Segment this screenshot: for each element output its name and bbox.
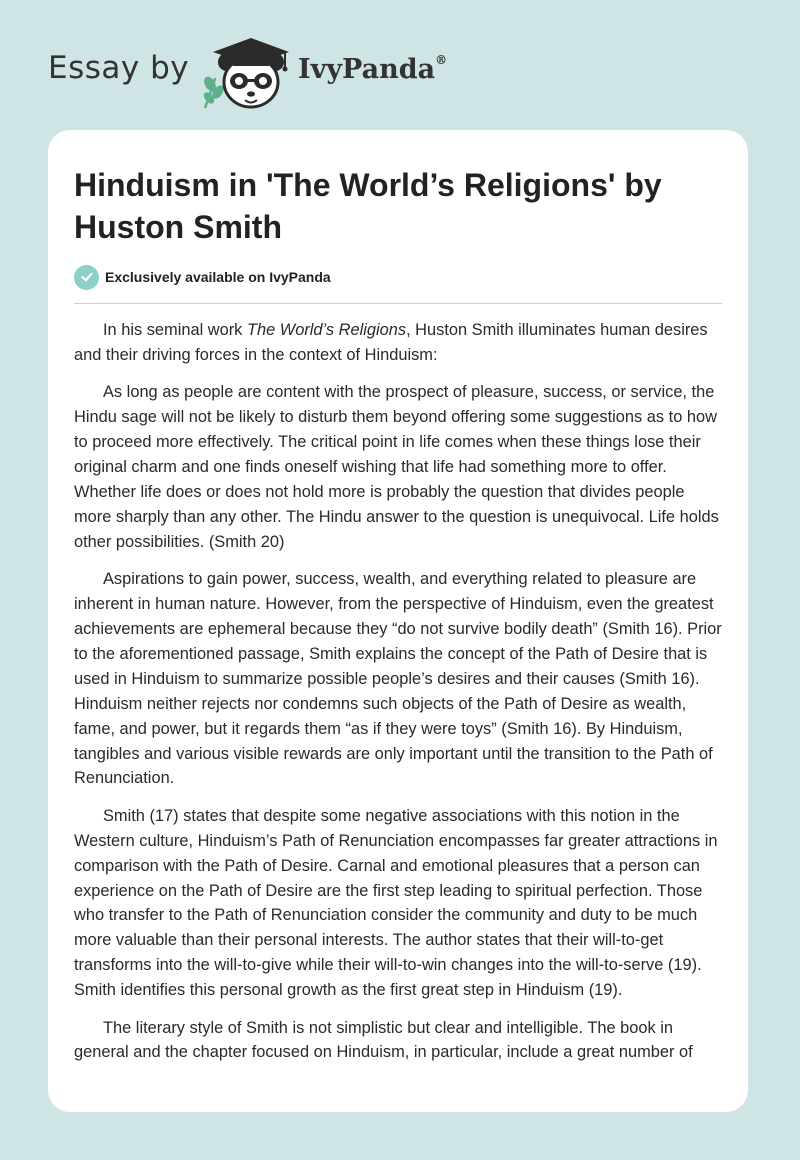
trademark-symbol: ® xyxy=(435,53,448,67)
paragraph xyxy=(74,318,726,368)
paragraph-text: In his seminal work xyxy=(103,321,247,339)
paragraph-text: , Huston Smith illuminates human desires and their driving forces in the context of Hinduism: xyxy=(74,321,708,364)
block-quote: As long as people are content with the prospect of pleasure, success, or service, the Hindu sage will not be likely to disturb them beyond offering some suggestions as to how to proceed more effectively. The critical point in life comes when these things lose their original charm and one finds oneself wishing that life had something more to offer. Whether life does or does not hold more is probably the question that divides people more sharply than any other. The Hindu answer to the question is unequivocal. Life holds other possibilities. (Smith 20) xyxy=(74,383,719,551)
paragraph: The literary style of Smith is not simplistic but clear and intelligible. The book in general and the chapter focused on Hinduism, in particular, include a great number of xyxy=(74,1018,693,1062)
site-header xyxy=(48,34,548,114)
panda-logo-icon[interactable] xyxy=(201,34,293,112)
essay-card xyxy=(48,130,748,1112)
paragraph: Aspirations to gain power, success, wealth, and everything related to pleasure are inherent in human nature. However, from the perspective of Hinduism, even the greatest achievements are ephemeral because they “do not survive bodily death” (Smith 16). Prior to the aforementioned passage, Smith explains the concept of the Path of Desire that is used in Hinduism to summarize possible people’s desires and their causes (Smith 16). Hinduism neither rejects nor condemns such objects of the Path of Desire as wealth, fame, and power, but it regards them “as if they were toys” (Smith 16). By Hinduism, tangibles and various visible rewards are only important until the transition to the Path of Renunciation. xyxy=(74,570,722,788)
brand-label: IvyPanda xyxy=(298,54,436,85)
essay-title: Hinduism in 'The World’s Religions' by Huston Smith xyxy=(74,167,662,245)
exclusive-badge-text: Exclusively available on IvyPanda xyxy=(105,269,331,285)
paragraph: Smith (17) states that despite some negative associations with this notion in the Western culture, Hinduism’s Path of Renunciation encompasses far greater attractions in comparison with the Path of Desire. Carnal and emotional pleasures that a person can experience on the Path of Desire are the first step leading to spiritual perfection. Those who transfer to the Path of Renunciation consider the community and duty to be much more valuable than their personal interests. The author states that their will-to-get transforms into the will-to-give while their will-to-win changes into the will-to-serve (19). Smith identifies this personal growth as the first great step in Hinduism (19). xyxy=(74,806,718,1000)
essay-by-label: Essay by xyxy=(48,50,190,86)
checkmark-icon xyxy=(74,265,99,290)
book-title: The World’s Religions xyxy=(246,321,407,339)
brand-name[interactable] xyxy=(298,54,447,85)
exclusive-badge xyxy=(74,264,331,290)
essay-body xyxy=(74,318,726,1078)
divider xyxy=(74,303,722,304)
